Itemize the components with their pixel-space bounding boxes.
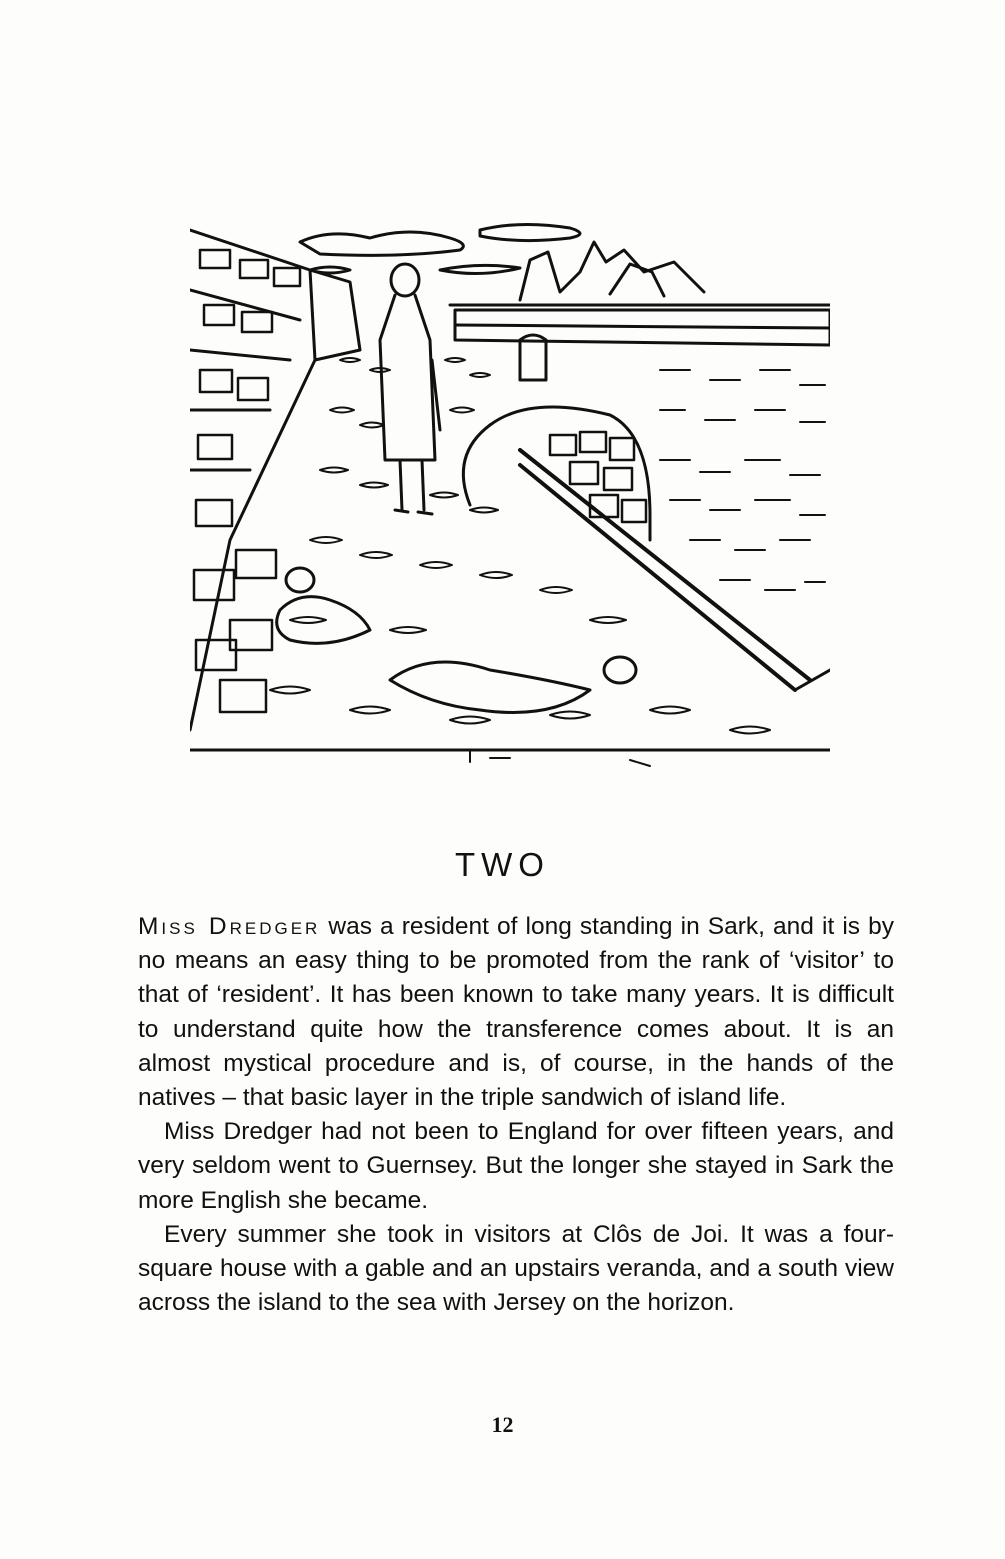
harbour-quay-illustration-icon [190,210,830,775]
chapter-opening-smallcaps: Miss Dredger [138,913,321,940]
chapter-title: TWO [455,846,550,883]
page-number: 12 [491,1412,514,1437]
paragraph-3: Every summer she took in visitors at Clôs de Joi. It was a four-square house with a gable and an upstairs veranda, and a south view across the island to the sea with Jersey on the horizon. [138,1220,894,1317]
paragraph-1 [138,910,894,1115]
paragraph-1-text: was a resident of long standing in Sark, and it is by no means an easy thing to be promoted from the rank of ‘visitor’ to that of ‘resident’. It has been known to take many years. It is difficult to understand quite how the transference comes about. It is an almost mystical procedure and is, of course, in the hands of the natives – that basic layer in the triple sandwich of island life. [138,913,894,1112]
body-text [138,910,894,1320]
chapter-illustration [190,210,830,775]
paragraph-2: Miss Dredger had not been to England for over fifteen years, and very seldom went to Guernsey. But the longer she stayed in Sark the more English she became. [138,1118,894,1214]
